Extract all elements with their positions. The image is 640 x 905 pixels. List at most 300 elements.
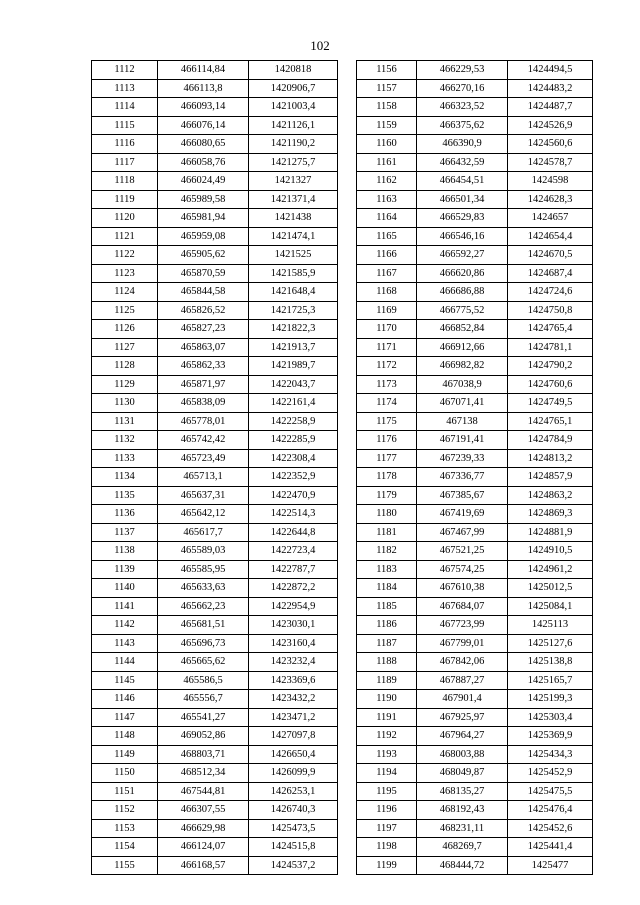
x-coordinate-cell: 465871,97: [158, 375, 249, 394]
table-row: [357, 246, 593, 265]
point-number-cell: 1184: [357, 579, 417, 598]
y-coordinate-cell: 1424598: [508, 172, 593, 191]
x-coordinate-cell: 467901,4: [417, 690, 508, 709]
point-number-cell: 1136: [92, 505, 158, 524]
table-row: [357, 468, 593, 487]
x-coordinate-cell: 466686,88: [417, 283, 508, 302]
point-number-cell: 1189: [357, 671, 417, 690]
y-coordinate-cell: 1426253,1: [249, 782, 338, 801]
point-number-cell: 1155: [92, 856, 158, 875]
table-row: [357, 745, 593, 764]
table-row: [357, 560, 593, 579]
point-number-cell: 1132: [92, 431, 158, 450]
y-coordinate-cell: 1422352,9: [249, 468, 338, 487]
y-coordinate-cell: 1423369,6: [249, 671, 338, 690]
table-row: [92, 505, 338, 524]
point-number-cell: 1194: [357, 764, 417, 783]
table-row: [357, 579, 593, 598]
x-coordinate-cell: 466852,84: [417, 320, 508, 339]
x-coordinate-cell: 467842,06: [417, 653, 508, 672]
point-number-cell: 1172: [357, 357, 417, 376]
y-coordinate-cell: 1426740,3: [249, 801, 338, 820]
table-row: [92, 801, 338, 820]
x-coordinate-cell: 466080,65: [158, 135, 249, 154]
y-coordinate-cell: 1424537,2: [249, 856, 338, 875]
x-coordinate-cell: 465662,23: [158, 597, 249, 616]
point-number-cell: 1157: [357, 79, 417, 98]
table-row: [357, 542, 593, 561]
y-coordinate-cell: 1424654,4: [508, 227, 593, 246]
x-coordinate-cell: 466629,98: [158, 819, 249, 838]
y-coordinate-cell: 1424687,4: [508, 264, 593, 283]
y-coordinate-cell: 1424670,5: [508, 246, 593, 265]
table-row: [357, 634, 593, 653]
y-coordinate-cell: 1423471,2: [249, 708, 338, 727]
x-coordinate-cell: 469052,86: [158, 727, 249, 746]
x-coordinate-cell: 467038,9: [417, 375, 508, 394]
x-coordinate-cell: 465713,1: [158, 468, 249, 487]
y-coordinate-cell: 1424784,9: [508, 431, 593, 450]
x-coordinate-cell: 466323,52: [417, 98, 508, 117]
point-number-cell: 1150: [92, 764, 158, 783]
table-row: [92, 61, 338, 80]
point-number-cell: 1148: [92, 727, 158, 746]
y-coordinate-cell: 1422161,4: [249, 394, 338, 413]
x-coordinate-cell: 465827,23: [158, 320, 249, 339]
point-number-cell: 1123: [92, 264, 158, 283]
x-coordinate-cell: 466058,76: [158, 153, 249, 172]
y-coordinate-cell: 1424657: [508, 209, 593, 228]
y-coordinate-cell: 1424750,8: [508, 301, 593, 320]
table-row: [92, 542, 338, 561]
point-number-cell: 1195: [357, 782, 417, 801]
y-coordinate-cell: 1421648,4: [249, 283, 338, 302]
x-coordinate-cell: 468049,87: [417, 764, 508, 783]
table-row: [92, 764, 338, 783]
coordinates-table-right: [356, 60, 593, 875]
x-coordinate-cell: 467071,41: [417, 394, 508, 413]
y-coordinate-cell: 1426099,9: [249, 764, 338, 783]
y-coordinate-cell: 1421822,3: [249, 320, 338, 339]
x-coordinate-cell: 466620,86: [417, 264, 508, 283]
x-coordinate-cell: 465863,07: [158, 338, 249, 357]
table-row: [357, 264, 593, 283]
x-coordinate-cell: 465586,5: [158, 671, 249, 690]
point-number-cell: 1179: [357, 486, 417, 505]
table-row: [357, 449, 593, 468]
table-row: [357, 708, 593, 727]
x-coordinate-cell: 467239,33: [417, 449, 508, 468]
y-coordinate-cell: 1425113: [508, 616, 593, 635]
y-coordinate-cell: 1420818: [249, 61, 338, 80]
table-row: [357, 338, 593, 357]
x-coordinate-cell: 465665,62: [158, 653, 249, 672]
x-coordinate-cell: 465681,51: [158, 616, 249, 635]
x-coordinate-cell: 467138: [417, 412, 508, 431]
y-coordinate-cell: 1421126,1: [249, 116, 338, 135]
point-number-cell: 1166: [357, 246, 417, 265]
table-row: [92, 856, 338, 875]
point-number-cell: 1192: [357, 727, 417, 746]
point-number-cell: 1177: [357, 449, 417, 468]
y-coordinate-cell: 1422043,7: [249, 375, 338, 394]
x-coordinate-cell: 465723,49: [158, 449, 249, 468]
x-coordinate-cell: 467419,69: [417, 505, 508, 524]
y-coordinate-cell: 1424857,9: [508, 468, 593, 487]
y-coordinate-cell: 1425012,5: [508, 579, 593, 598]
point-number-cell: 1169: [357, 301, 417, 320]
x-coordinate-cell: 465637,31: [158, 486, 249, 505]
y-coordinate-cell: 1421474,1: [249, 227, 338, 246]
point-number-cell: 1160: [357, 135, 417, 154]
point-number-cell: 1118: [92, 172, 158, 191]
x-coordinate-cell: 468003,88: [417, 745, 508, 764]
point-number-cell: 1191: [357, 708, 417, 727]
table-row: [357, 819, 593, 838]
y-coordinate-cell: 1421275,7: [249, 153, 338, 172]
y-coordinate-cell: 1422258,9: [249, 412, 338, 431]
x-coordinate-cell: 468512,34: [158, 764, 249, 783]
point-number-cell: 1137: [92, 523, 158, 542]
y-coordinate-cell: 1421725,3: [249, 301, 338, 320]
x-coordinate-cell: 468135,27: [417, 782, 508, 801]
point-number-cell: 1185: [357, 597, 417, 616]
point-number-cell: 1163: [357, 190, 417, 209]
point-number-cell: 1159: [357, 116, 417, 135]
point-number-cell: 1142: [92, 616, 158, 635]
y-coordinate-cell: 1424765,4: [508, 320, 593, 339]
point-number-cell: 1182: [357, 542, 417, 561]
y-coordinate-cell: 1425441,4: [508, 838, 593, 857]
table-row: [357, 153, 593, 172]
table-row: [92, 116, 338, 135]
y-coordinate-cell: 1422470,9: [249, 486, 338, 505]
point-number-cell: 1151: [92, 782, 158, 801]
table-row: [92, 579, 338, 598]
y-coordinate-cell: 1424961,2: [508, 560, 593, 579]
y-coordinate-cell: 1421327: [249, 172, 338, 191]
y-coordinate-cell: 1424910,5: [508, 542, 593, 561]
point-number-cell: 1120: [92, 209, 158, 228]
y-coordinate-cell: 1424790,2: [508, 357, 593, 376]
point-number-cell: 1181: [357, 523, 417, 542]
y-coordinate-cell: 1424628,3: [508, 190, 593, 209]
table-row: [92, 338, 338, 357]
y-coordinate-cell: 1424813,2: [508, 449, 593, 468]
x-coordinate-cell: 466270,16: [417, 79, 508, 98]
y-coordinate-cell: 1421371,4: [249, 190, 338, 209]
point-number-cell: 1134: [92, 468, 158, 487]
point-number-cell: 1156: [357, 61, 417, 80]
table-row: [357, 227, 593, 246]
point-number-cell: 1154: [92, 838, 158, 857]
y-coordinate-cell: 1421913,7: [249, 338, 338, 357]
table-row: [92, 486, 338, 505]
table-row: [357, 727, 593, 746]
table-row: [92, 320, 338, 339]
x-coordinate-cell: 466912,66: [417, 338, 508, 357]
y-coordinate-cell: 1424560,6: [508, 135, 593, 154]
point-number-cell: 1183: [357, 560, 417, 579]
table-row: [357, 79, 593, 98]
table-row: [357, 505, 593, 524]
x-coordinate-cell: 467925,97: [417, 708, 508, 727]
x-coordinate-cell: 466592,27: [417, 246, 508, 265]
table-row: [357, 690, 593, 709]
table-row: [92, 708, 338, 727]
y-coordinate-cell: 1421190,2: [249, 135, 338, 154]
point-number-cell: 1171: [357, 338, 417, 357]
y-coordinate-cell: 1424760,6: [508, 375, 593, 394]
table-row: [357, 190, 593, 209]
x-coordinate-cell: 466307,55: [158, 801, 249, 820]
page-number: 102: [310, 38, 330, 53]
y-coordinate-cell: 1421525: [249, 246, 338, 265]
point-number-cell: 1198: [357, 838, 417, 857]
point-number-cell: 1138: [92, 542, 158, 561]
table-row: [92, 745, 338, 764]
y-coordinate-cell: 1421585,9: [249, 264, 338, 283]
point-number-cell: 1112: [92, 61, 158, 80]
y-coordinate-cell: 1422787,7: [249, 560, 338, 579]
x-coordinate-cell: 466501,34: [417, 190, 508, 209]
x-coordinate-cell: 468803,71: [158, 745, 249, 764]
point-number-cell: 1162: [357, 172, 417, 191]
x-coordinate-cell: 466114,84: [158, 61, 249, 80]
point-number-cell: 1197: [357, 819, 417, 838]
x-coordinate-cell: 468444,72: [417, 856, 508, 875]
y-coordinate-cell: 1423432,2: [249, 690, 338, 709]
point-number-cell: 1187: [357, 634, 417, 653]
point-number-cell: 1168: [357, 283, 417, 302]
coordinates-table-left: [91, 60, 338, 875]
y-coordinate-cell: 1425127,6: [508, 634, 593, 653]
table-row: [357, 856, 593, 875]
point-number-cell: 1149: [92, 745, 158, 764]
table-row: [357, 301, 593, 320]
table-row: [357, 283, 593, 302]
y-coordinate-cell: 1422872,2: [249, 579, 338, 598]
table-row: [357, 486, 593, 505]
x-coordinate-cell: 465541,27: [158, 708, 249, 727]
x-coordinate-cell: 465589,03: [158, 542, 249, 561]
y-coordinate-cell: 1422308,4: [249, 449, 338, 468]
y-coordinate-cell: 1425303,4: [508, 708, 593, 727]
y-coordinate-cell: 1422285,9: [249, 431, 338, 450]
x-coordinate-cell: 466124,07: [158, 838, 249, 857]
table-row: [92, 690, 338, 709]
x-coordinate-cell: 468231,11: [417, 819, 508, 838]
x-coordinate-cell: 467610,38: [417, 579, 508, 598]
x-coordinate-cell: 466454,51: [417, 172, 508, 191]
x-coordinate-cell: 466546,16: [417, 227, 508, 246]
x-coordinate-cell: 465870,59: [158, 264, 249, 283]
point-number-cell: 1143: [92, 634, 158, 653]
point-number-cell: 1147: [92, 708, 158, 727]
y-coordinate-cell: 1424526,9: [508, 116, 593, 135]
y-coordinate-cell: 1421438: [249, 209, 338, 228]
point-number-cell: 1126: [92, 320, 158, 339]
table-row: [92, 431, 338, 450]
point-number-cell: 1178: [357, 468, 417, 487]
y-coordinate-cell: 1424881,9: [508, 523, 593, 542]
y-coordinate-cell: 1424487,7: [508, 98, 593, 117]
x-coordinate-cell: 465778,01: [158, 412, 249, 431]
x-coordinate-cell: 468192,43: [417, 801, 508, 820]
y-coordinate-cell: 1424765,1: [508, 412, 593, 431]
x-coordinate-cell: 465959,08: [158, 227, 249, 246]
table-row: [92, 283, 338, 302]
x-coordinate-cell: 465696,73: [158, 634, 249, 653]
table-row: [92, 819, 338, 838]
table-row: [357, 61, 593, 80]
point-number-cell: 1188: [357, 653, 417, 672]
table-row: [357, 412, 593, 431]
y-coordinate-cell: 1425452,9: [508, 764, 593, 783]
table-row: [92, 449, 338, 468]
y-coordinate-cell: 1424483,2: [508, 79, 593, 98]
x-coordinate-cell: 467887,27: [417, 671, 508, 690]
x-coordinate-cell: 466076,14: [158, 116, 249, 135]
table-row: [92, 135, 338, 154]
point-number-cell: 1128: [92, 357, 158, 376]
table-row: [92, 838, 338, 857]
point-number-cell: 1153: [92, 819, 158, 838]
y-coordinate-cell: 1425165,7: [508, 671, 593, 690]
table-row: [92, 468, 338, 487]
table-row: [357, 782, 593, 801]
table-row: [357, 801, 593, 820]
x-coordinate-cell: 465742,42: [158, 431, 249, 450]
point-number-cell: 1131: [92, 412, 158, 431]
point-number-cell: 1116: [92, 135, 158, 154]
x-coordinate-cell: 465617,7: [158, 523, 249, 542]
table-row: [92, 264, 338, 283]
x-coordinate-cell: 467574,25: [417, 560, 508, 579]
point-number-cell: 1145: [92, 671, 158, 690]
point-number-cell: 1196: [357, 801, 417, 820]
table-row: [357, 209, 593, 228]
table-row: [92, 153, 338, 172]
x-coordinate-cell: 466375,62: [417, 116, 508, 135]
table-row: [92, 671, 338, 690]
point-number-cell: 1173: [357, 375, 417, 394]
point-number-cell: 1167: [357, 264, 417, 283]
x-coordinate-cell: 468269,7: [417, 838, 508, 857]
y-coordinate-cell: 1423232,4: [249, 653, 338, 672]
x-coordinate-cell: 465844,58: [158, 283, 249, 302]
point-number-cell: 1119: [92, 190, 158, 209]
point-number-cell: 1122: [92, 246, 158, 265]
point-number-cell: 1176: [357, 431, 417, 450]
y-coordinate-cell: 1426650,4: [249, 745, 338, 764]
x-coordinate-cell: 466093,14: [158, 98, 249, 117]
point-number-cell: 1164: [357, 209, 417, 228]
x-coordinate-cell: 466432,59: [417, 153, 508, 172]
y-coordinate-cell: 1422514,3: [249, 505, 338, 524]
x-coordinate-cell: 467964,27: [417, 727, 508, 746]
x-coordinate-cell: 465556,7: [158, 690, 249, 709]
point-number-cell: 1158: [357, 98, 417, 117]
point-number-cell: 1190: [357, 690, 417, 709]
y-coordinate-cell: 1425477: [508, 856, 593, 875]
y-coordinate-cell: 1425369,9: [508, 727, 593, 746]
table-row: [92, 782, 338, 801]
table-row: [357, 357, 593, 376]
point-number-cell: 1113: [92, 79, 158, 98]
point-number-cell: 1114: [92, 98, 158, 117]
x-coordinate-cell: 466229,53: [417, 61, 508, 80]
y-coordinate-cell: 1425434,3: [508, 745, 593, 764]
point-number-cell: 1165: [357, 227, 417, 246]
x-coordinate-cell: 467684,07: [417, 597, 508, 616]
y-coordinate-cell: 1424724,6: [508, 283, 593, 302]
table-row: [357, 431, 593, 450]
y-coordinate-cell: 1423160,4: [249, 634, 338, 653]
table-row: [92, 172, 338, 191]
point-number-cell: 1117: [92, 153, 158, 172]
x-coordinate-cell: 465862,33: [158, 357, 249, 376]
x-coordinate-cell: 465642,12: [158, 505, 249, 524]
table-row: [357, 523, 593, 542]
table-row: [357, 616, 593, 635]
table-row: [92, 301, 338, 320]
x-coordinate-cell: 466168,57: [158, 856, 249, 875]
table-row: [92, 98, 338, 117]
y-coordinate-cell: 1424781,1: [508, 338, 593, 357]
y-coordinate-cell: 1424494,5: [508, 61, 593, 80]
point-number-cell: 1152: [92, 801, 158, 820]
y-coordinate-cell: 1425476,4: [508, 801, 593, 820]
x-coordinate-cell: 465585,95: [158, 560, 249, 579]
y-coordinate-cell: 1420906,7: [249, 79, 338, 98]
point-number-cell: 1121: [92, 227, 158, 246]
point-number-cell: 1124: [92, 283, 158, 302]
table-row: [92, 209, 338, 228]
table-row: [92, 412, 338, 431]
table-row: [92, 375, 338, 394]
x-coordinate-cell: 465838,09: [158, 394, 249, 413]
table-row: [92, 597, 338, 616]
x-coordinate-cell: 466982,82: [417, 357, 508, 376]
x-coordinate-cell: 465633,63: [158, 579, 249, 598]
y-coordinate-cell: 1425084,1: [508, 597, 593, 616]
table-row: [92, 634, 338, 653]
table-row: [357, 116, 593, 135]
y-coordinate-cell: 1424749,5: [508, 394, 593, 413]
y-coordinate-cell: 1425138,8: [508, 653, 593, 672]
table-row: [92, 653, 338, 672]
table-row: [357, 764, 593, 783]
point-number-cell: 1139: [92, 560, 158, 579]
point-number-cell: 1133: [92, 449, 158, 468]
y-coordinate-cell: 1422644,8: [249, 523, 338, 542]
x-coordinate-cell: 465905,62: [158, 246, 249, 265]
point-number-cell: 1127: [92, 338, 158, 357]
x-coordinate-cell: 465981,94: [158, 209, 249, 228]
y-coordinate-cell: 1427097,8: [249, 727, 338, 746]
table-row: [357, 671, 593, 690]
table-row: [92, 190, 338, 209]
x-coordinate-cell: 467467,99: [417, 523, 508, 542]
x-coordinate-cell: 466390,9: [417, 135, 508, 154]
y-coordinate-cell: 1424515,8: [249, 838, 338, 857]
table-row: [357, 135, 593, 154]
y-coordinate-cell: 1421003,4: [249, 98, 338, 117]
point-number-cell: 1161: [357, 153, 417, 172]
point-number-cell: 1170: [357, 320, 417, 339]
y-coordinate-cell: 1423030,1: [249, 616, 338, 635]
